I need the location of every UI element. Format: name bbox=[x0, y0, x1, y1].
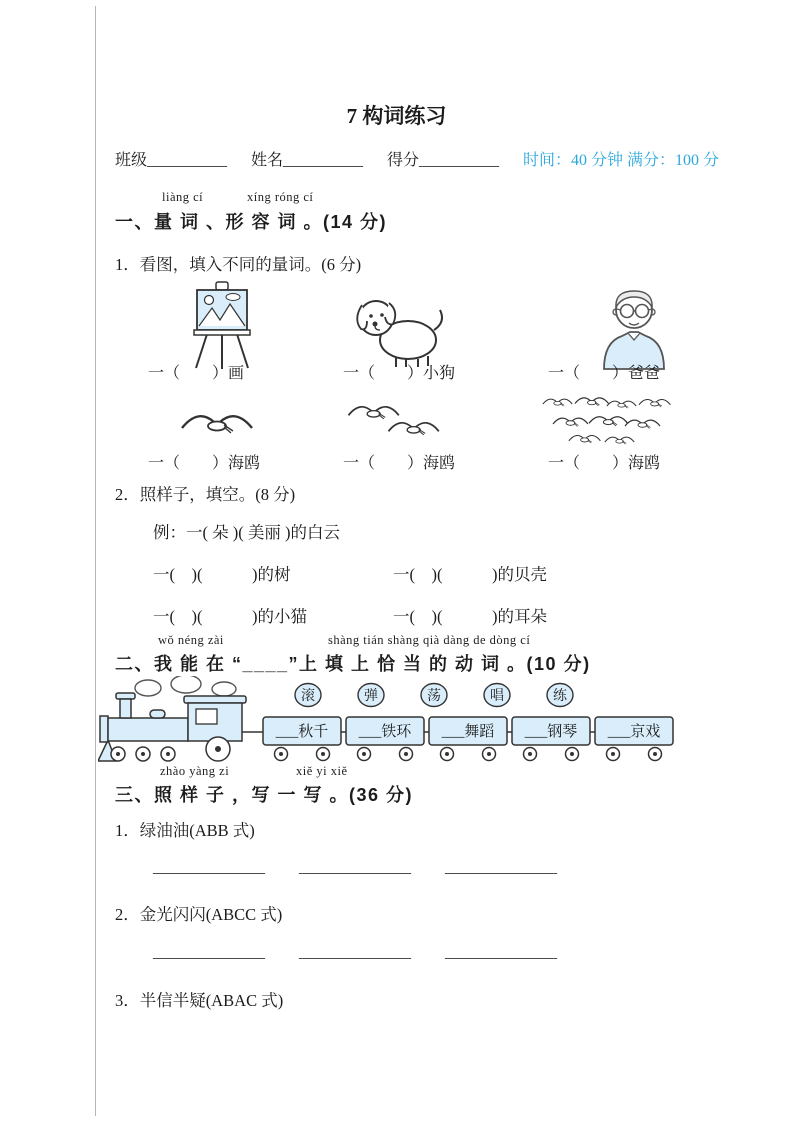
answer-blank[interactable]: ______________ bbox=[299, 859, 411, 876]
seagull-pair-illustration bbox=[345, 396, 445, 444]
pinyin-xieyixie: xiě yi xiě bbox=[296, 764, 348, 778]
dad-illustration bbox=[598, 280, 670, 370]
fill-blank-tree[interactable]: 一( )( )的树 bbox=[153, 565, 291, 584]
quantifier-caption-seagull-3[interactable]: 一（ ）海鸥 bbox=[548, 455, 661, 472]
question-abcc-label: 2．金光闪闪(ABCC 式) bbox=[115, 905, 283, 924]
quantifier-caption-seagull-1[interactable]: 一（ ）海鸥 bbox=[148, 455, 261, 472]
score-blank[interactable]: 得分__________ bbox=[387, 152, 500, 169]
time-limit-note: 时间：40 分钟 满分：100 分 bbox=[523, 152, 720, 169]
pinyin-liangci: liàng cí bbox=[162, 190, 204, 204]
train-car-blank-gangqin[interactable]: ___钢琴 bbox=[524, 724, 578, 740]
abb-answer-row bbox=[153, 859, 587, 877]
verb-option-gun: 滚 bbox=[301, 689, 315, 704]
abcc-answer-row bbox=[153, 944, 587, 962]
pinyin-zhaoyangzi: zhào yàng zi bbox=[160, 764, 230, 778]
pinyin-shangtian: shàng tián shàng qià dàng de dòng cí bbox=[328, 633, 531, 647]
section1-heading: 一、量 词 、形 容 词 。(14 分) bbox=[115, 212, 388, 232]
train-car-blank-wudao[interactable]: ___舞蹈 bbox=[441, 724, 495, 740]
train-illustration bbox=[98, 676, 698, 768]
quantifier-caption-dog[interactable]: 一（ ）小狗 bbox=[343, 365, 456, 382]
dog-illustration bbox=[352, 292, 444, 368]
answer-blank[interactable]: ______________ bbox=[299, 944, 411, 961]
pinyin-xingrongci: xíng róng cí bbox=[247, 190, 314, 204]
section3-heading: 三、照 样 子 ，写 一 写 。(36 分) bbox=[115, 785, 414, 805]
answer-blank[interactable]: ______________ bbox=[153, 944, 265, 961]
seagull-single-illustration bbox=[175, 396, 260, 444]
question-2-label: 2．照样子，填空。(8 分) bbox=[115, 485, 296, 504]
answer-blank[interactable]: ______________ bbox=[445, 944, 557, 961]
header-row bbox=[115, 147, 719, 170]
verb-option-dang: 荡 bbox=[427, 689, 441, 704]
fill-blank-cat[interactable]: 一( )( )的小猫 bbox=[153, 607, 307, 626]
pinyin-wonengzai: wǒ néng zài bbox=[158, 633, 224, 647]
name-blank[interactable]: 姓名__________ bbox=[251, 152, 364, 169]
section2-heading: 二、我 能 在 “____”上 填 上 恰 当 的 动 词 。(10 分) bbox=[115, 654, 591, 674]
train-engine bbox=[98, 693, 246, 761]
page-margin-line bbox=[95, 6, 96, 1116]
question-abac-label: 3．半信半疑(ABAC 式) bbox=[115, 991, 284, 1010]
answer-blank[interactable]: ______________ bbox=[445, 859, 557, 876]
quantifier-caption-painting[interactable]: 一（ ）画 bbox=[148, 365, 245, 382]
easel-painting-illustration bbox=[182, 280, 262, 370]
verb-word-bank bbox=[295, 684, 573, 707]
quantifier-caption-dad[interactable]: 一（ ）爸爸 bbox=[548, 365, 661, 382]
train-car-blank-tiehuan[interactable]: ___铁环 bbox=[358, 724, 412, 740]
fill-blank-shell[interactable]: 一( )( )的贝壳 bbox=[393, 565, 547, 584]
seagull-flock-illustration bbox=[540, 392, 680, 450]
example-answer: 例：一( 朵 )( 美丽 )的白云 bbox=[153, 523, 340, 542]
class-blank[interactable]: 班级__________ bbox=[115, 152, 228, 169]
answer-blank[interactable]: ______________ bbox=[153, 859, 265, 876]
verb-option-tan: 弹 bbox=[364, 689, 378, 704]
verb-option-lian: 练 bbox=[553, 689, 567, 704]
page-title: 7 构词练习 bbox=[346, 104, 447, 128]
verb-option-chang: 唱 bbox=[490, 689, 504, 704]
question-abb-label: 1．绿油油(ABB 式) bbox=[115, 821, 255, 840]
fill-blank-ear[interactable]: 一( )( )的耳朵 bbox=[393, 607, 547, 626]
train-car-blank-qiuqian[interactable]: ___秋千 bbox=[275, 724, 329, 740]
quantifier-caption-seagull-2[interactable]: 一（ ）海鸥 bbox=[343, 455, 456, 472]
train-car-blank-jingxi[interactable]: ___京戏 bbox=[607, 724, 661, 740]
question-1-label: 1．看图，填入不同的量词。(6 分) bbox=[115, 255, 362, 274]
smoke-puffs bbox=[135, 676, 236, 696]
train-cars bbox=[263, 717, 673, 761]
